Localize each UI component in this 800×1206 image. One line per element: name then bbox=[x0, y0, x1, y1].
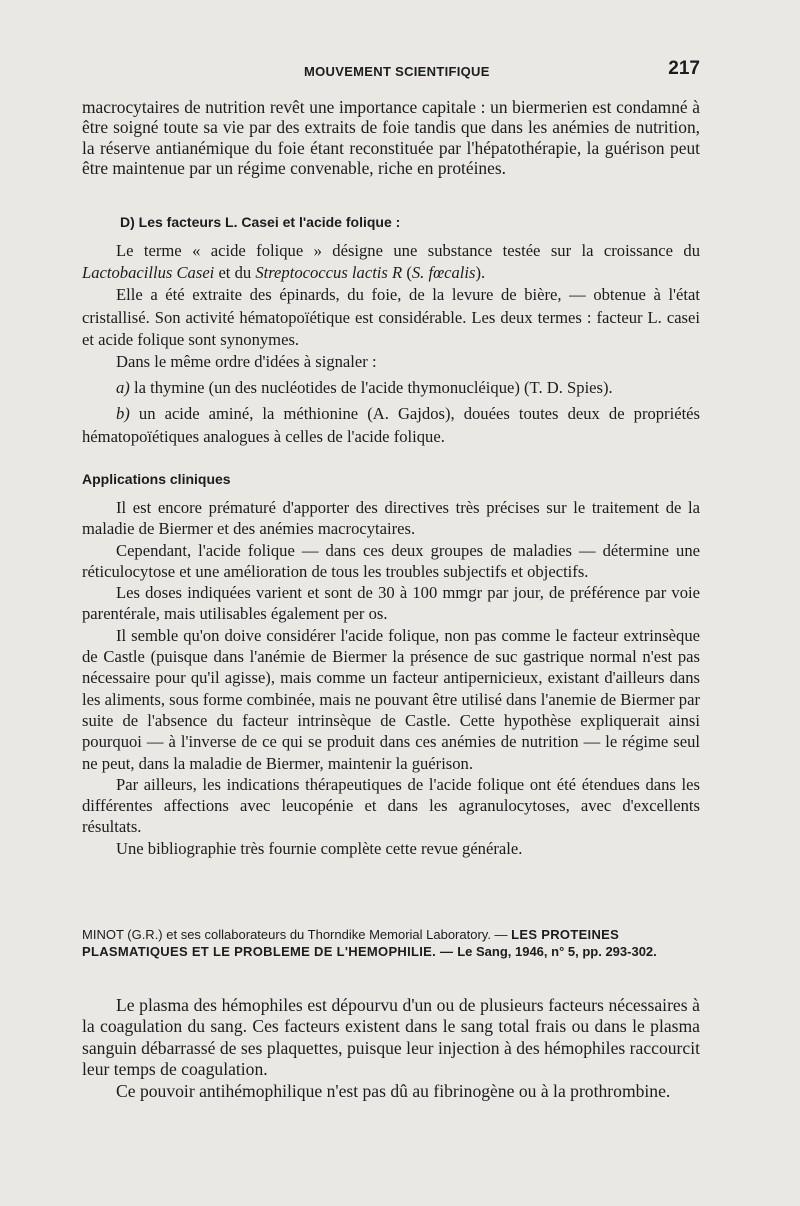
applications-body bbox=[82, 497, 700, 859]
running-head: MOUVEMENT SCIENTIFIQUE bbox=[304, 64, 490, 79]
section-d-item-a: a) la thymine (un des nucléotides de l'acide thymonucléique) (T. D. Spies). bbox=[116, 378, 613, 398]
applications-paragraph-6: Une bibliographie très fournie complète cette revue générale. bbox=[116, 838, 523, 858]
intro-text bbox=[82, 97, 700, 178]
applications-paragraph-3: Les doses indiquées varient et sont de 30 à 100 mmgr par jour, de préférence par voie parentérale, mais utilisables également per os. bbox=[82, 583, 700, 624]
section-d-paragraph-3: Dans le même ordre d'idées à signaler : bbox=[116, 352, 377, 372]
reference-authors: MINOT (G.R.) et ses collaborateurs du Thorndike Memorial Laboratory. — bbox=[82, 927, 512, 942]
reference-source: Le Sang, 1946, n° 5, pp. 293-302. bbox=[457, 944, 657, 959]
section-d-item-b: b) un acide aminé, la méthionine (A. Gajdos), douées toutes deux de propriétés hématopoïétiques analogues à celles de l'acide folique. bbox=[82, 404, 700, 446]
section-d-heading: D) Les facteurs L. Casei et l'acide folique : bbox=[120, 214, 401, 230]
section-heading-d bbox=[82, 214, 700, 232]
abstract-paragraph-2: Ce pouvoir antihémophilique n'est pas dû au fibrinogène ou à la prothrombine. bbox=[116, 1080, 671, 1101]
page-number: 217 bbox=[668, 58, 700, 79]
applications-heading-block bbox=[82, 471, 700, 489]
section-d-paragraph-1: Le terme « acide folique » désigne une substance testée sur la croissance du Lactobacillus Casei et du Streptococcus lactis R (S. fœcalis). bbox=[82, 241, 700, 283]
applications-paragraph-4: Il semble qu'on doive considérer l'acide folique, non pas comme le facteur extrinsèque de Castle (puisque dans l'anémie de Biermer la présence de suc gastrique normal n'est pas nécessaire pour qu'il agisse), mais comme un facteur antipernicieux, existant d'ailleurs dans les aliments, sous forme combinée, mais ne pouvant être utilisé dans l'anemie de Biermer par suite de l'absence du facteur intrinsèque de Castle. Cette hypothèse expliquerait ainsi pourquoi — à l'inverse de ce qui se produit dans ces anémies de nutrition — le régime seul ne peut, dans la maladie de Biermer, maintenir la guérison. bbox=[82, 625, 700, 773]
applications-paragraph-5: Par ailleurs, les indications thérapeutiques de l'acide folique ont été étendues dans les différentes affections avec leucopénie et dans les agranulocytoses, avec d'excellents résultats. bbox=[82, 774, 700, 837]
reference-title: LES PROTEINES PLASMATIQUES ET LE PROBLEME DE L'HEMOPHILIE. — bbox=[82, 927, 620, 959]
abstract-paragraph-1: Le plasma des hémophiles est dépourvu d'un ou de plusieurs facteurs nécessaires à la coagulation du sang. Ces facteurs existent dans le sang total frais ou dans le plasma sanguin débarrassé de ses plaquettes, puisque leur injection à des hémophiles raccourcit leur temps de coagulation. bbox=[82, 995, 700, 1080]
page-header bbox=[82, 58, 702, 84]
applications-paragraph-1: Il est encore prématuré d'apporter des directives très précises sur le traitement de la maladie de Biermer et des anémies macrocytaires. bbox=[82, 498, 700, 539]
abstract-body bbox=[82, 995, 700, 1102]
bibliographic-reference bbox=[82, 926, 700, 960]
applications-paragraph-2: Cependant, l'acide folique — dans ces deux groupes de maladies — détermine une réticulocytose et une amélioration de tous les troubles subjectifs et objectifs. bbox=[82, 540, 700, 581]
intro-paragraph: macrocytaires de nutrition revêt une importance capitale : un biermerien est condamné à être soigné toute sa vie par des extraits de foie tandis que dans les anémies de nutrition, la réserve antianémique du foie étant reconstituée par l'hépatothérapie, la guérison peut être maintenue par un régime convenable, riche en protéines. bbox=[82, 97, 700, 178]
section-d-paragraph-2: Elle a été extraite des épinards, du foie, de la levure de bière, — obtenue à l'état cristallisé. Son activité hématopoïétique est considérable. Les deux termes : facteur L. casei et acide folique sont synonymes. bbox=[82, 285, 700, 349]
applications-heading: Applications cliniques bbox=[82, 471, 231, 487]
section-d-body bbox=[82, 240, 700, 448]
reference-citation bbox=[82, 926, 700, 960]
